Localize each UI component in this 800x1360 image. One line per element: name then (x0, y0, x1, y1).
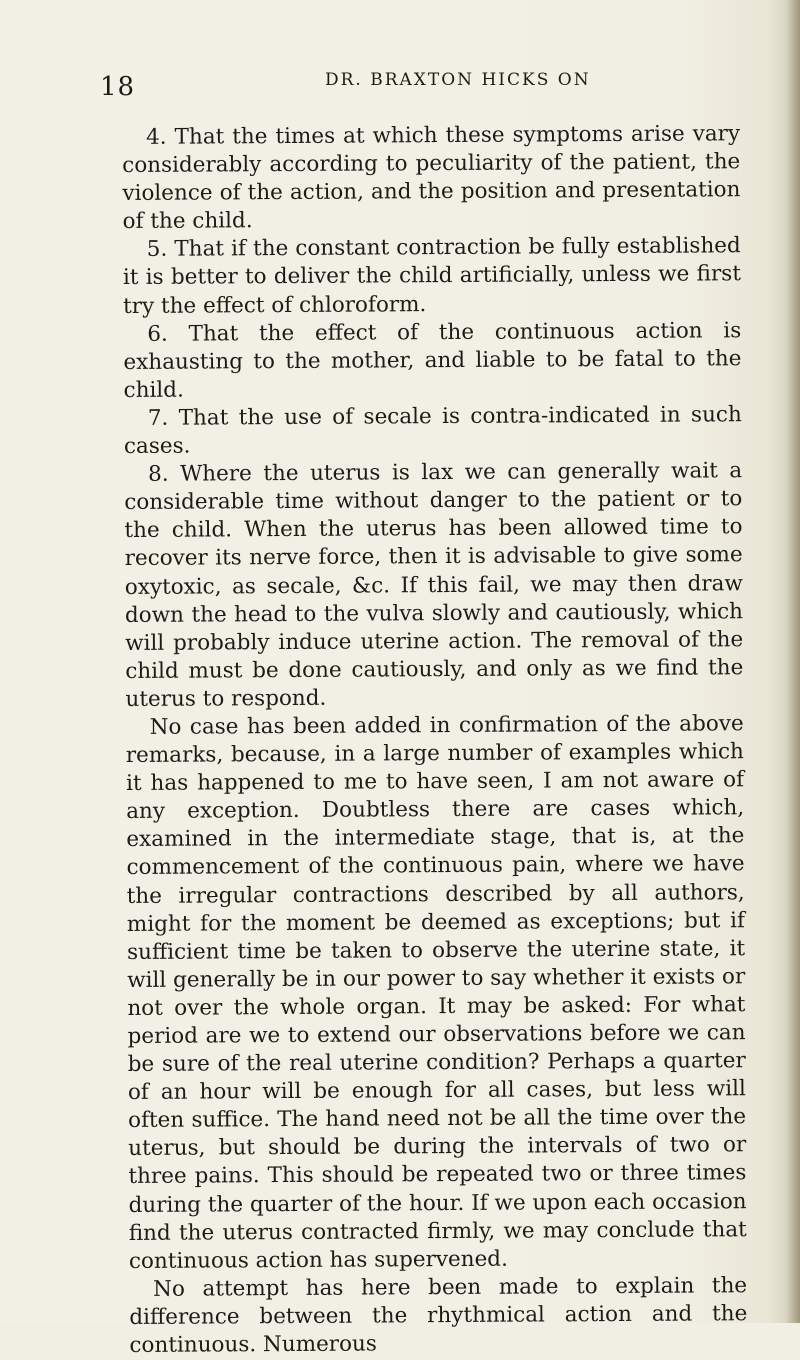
paragraph-no-case: No case has been added in confirmation of the above remarks, because, in a large number of examples which it has happened to me to have seen, I am not aware of any exception. Doubtless there are cases which, examined in the intermediate stage, that is, at the commencement of the continuous pain, where we have the irregular contractions described by all authors, might for the moment be deemed as exceptions; but if sufficient time be taken to observe the uterine state, it will generally be in our power to say whether it exists or not over the whole organ. It may be asked: For what period are we to extend our observations before we can be sure of the real uterine condition? Perhaps a quarter of an hour will be enough for all cases, but less will often suffice. The hand need not be all the time over the uterus, but should be during the intervals of two or three pains. This should be repeated two or three times during the quarter of the hour. If we upon each occasion find the uterus contracted firmly, we may conclude that continuous action has supervened. (125, 711, 747, 1274)
conclusion-item-7: 7. That the use of secale is contra-indicated in such cases. (123, 402, 742, 460)
page-number: 18 (100, 72, 136, 102)
body-text (122, 120, 748, 1360)
conclusion-item-8: 8. Where the uterus is lax we can generally wait a considerable time without danger to the patient or to the child. When the uterus has been allowed time to recover its nerve force, then it is advisable to give some oxytoxic, as secale, &c. If this fail, we may then draw down the head to the vulva slowly and cautiously, which will probably induce uterine action. The removal of the child must be done cautiously, and only as we find the uterus to respond. (124, 458, 744, 712)
paragraph-no-attempt: No attempt has here been made to explain the difference between the rhythmical action and the continuous. Numerous (129, 1273, 748, 1359)
conclusion-item-4: 4. That the times at which these symptoms arise vary considerably according to peculiarity of the patient, the violence of the action, and the position and presentation of the child. (122, 121, 741, 235)
running-head: DR. BRAXTON HICKS ON (325, 70, 591, 90)
conclusion-item-6: 6. That the effect of the continuous action is exhausting to the mother, and liable to be fatal to the child. (123, 317, 742, 403)
page-edge-shadow (786, 0, 800, 1323)
conclusion-item-5: 5. That if the constant contraction be fully established it is better to deliver the child artificially, unless we first try the effect of chloroform. (122, 233, 742, 319)
page-header (100, 62, 740, 102)
